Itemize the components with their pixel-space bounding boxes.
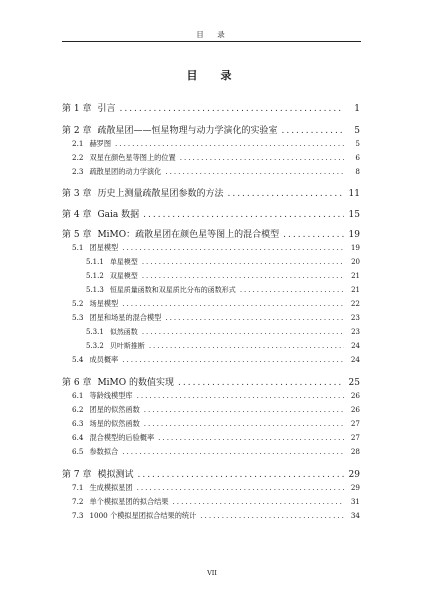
leader-dots	[143, 210, 344, 220]
toc-title-text: 混合模型的后验概率	[89, 433, 155, 442]
toc-title-text: 模拟测试	[97, 470, 134, 480]
toc-page-number: 1	[354, 104, 360, 114]
toc-page-number: 31	[350, 497, 360, 506]
toc-title-text: 生成模拟星团	[89, 483, 133, 492]
toc-number: 7.2	[72, 497, 84, 506]
toc-page-number: 28	[350, 447, 360, 456]
toc-section-6-1[interactable]	[62, 391, 360, 405]
leader-dots	[137, 391, 344, 400]
toc-chapter-3[interactable]	[62, 186, 360, 201]
toc-section-2-2[interactable]	[62, 153, 360, 167]
toc-page-number: 27	[350, 433, 360, 442]
toc-page-number: 8	[355, 167, 360, 176]
toc-number: 2.2	[72, 153, 84, 162]
toc-section-5-3[interactable]	[62, 313, 360, 327]
toc-section-6-2[interactable]	[62, 405, 360, 419]
toc-chapter-5[interactable]	[62, 227, 360, 242]
toc-page-number: 21	[351, 272, 360, 280]
toc-number: 第 7 章	[62, 470, 92, 480]
toc-page-number: 29	[350, 483, 360, 492]
toc-page-number: 25	[348, 378, 360, 388]
toc-title-text: 单个模拟星团的拟合结果	[89, 497, 169, 506]
leader-dots	[158, 433, 344, 442]
toc-page-number: 34	[350, 511, 360, 520]
toc-title-text: 场星模型	[89, 299, 119, 308]
toc-title-text: 疏散星团的动力学演化	[89, 167, 162, 176]
toc-number: 7.3	[72, 511, 84, 520]
leader-dots	[200, 511, 344, 520]
toc-page-number: 6	[355, 153, 360, 162]
toc-title-text: Gaia 数据	[97, 210, 140, 220]
toc-page-number: 27	[350, 419, 360, 428]
toc-page-number: 23	[350, 313, 360, 322]
toc-section-2-3[interactable]	[62, 167, 360, 181]
toc-number: 5.1.1	[86, 258, 104, 266]
leader-dots	[173, 497, 344, 506]
toc-number: 第 5 章	[62, 230, 92, 240]
leader-dots	[149, 342, 344, 350]
toc-page-number: 21	[351, 286, 360, 294]
leader-dots	[144, 405, 344, 414]
toc-title-text: 赫罗图	[89, 139, 112, 148]
toc-page-number: 19	[350, 243, 360, 252]
leader-dots	[144, 419, 344, 428]
toc-title-text: 团星和场星的混合模型	[89, 313, 162, 322]
toc-chapter-6[interactable]	[62, 375, 360, 390]
toc-page-number: 20	[351, 258, 360, 266]
toc-number: 5.3	[72, 313, 84, 322]
toc-section-7-2[interactable]	[62, 497, 360, 511]
toc-number: 第 2 章	[62, 126, 92, 136]
leader-dots	[122, 299, 344, 308]
leader-dots	[115, 139, 344, 148]
toc-number: 5.1.3	[86, 286, 104, 294]
leader-dots	[142, 328, 344, 336]
leader-dots	[142, 258, 344, 266]
toc-subsection-5-3-1[interactable]	[62, 327, 360, 341]
leader-dots	[240, 286, 344, 294]
toc-section-5-2[interactable]	[62, 299, 360, 313]
toc-number: 5.1	[72, 243, 84, 252]
toc-title-text: 贝叶斯推断	[109, 342, 145, 350]
toc-number: 6.5	[72, 447, 84, 456]
toc-title-text: 参数拟合	[89, 447, 119, 456]
toc-page-number: 24	[351, 342, 360, 350]
leader-dots	[122, 447, 344, 456]
toc-number: 2.3	[72, 167, 84, 176]
toc-title-text: 1000 个模拟星团拟合结果的统计	[89, 511, 197, 520]
toc-number: 5.3.1	[86, 328, 104, 336]
leader-dots	[283, 230, 344, 240]
toc-subsection-5-3-2[interactable]	[62, 341, 360, 355]
toc-title-text: 历史上测量疏散星团参数的方法	[97, 189, 224, 199]
toc-section-6-4[interactable]	[62, 433, 360, 447]
toc-list	[62, 0, 360, 600]
toc-page-number: 19	[348, 230, 360, 240]
leader-dots	[137, 470, 344, 480]
toc-number: 5.2	[72, 299, 84, 308]
toc-number: 5.3.2	[86, 342, 104, 350]
running-head: 目 录	[196, 30, 228, 39]
toc-page-number: 24	[350, 355, 360, 364]
toc-title-text: 引言	[97, 104, 116, 114]
toc-section-2-1[interactable]	[62, 139, 360, 153]
toc-chapter-7[interactable]	[62, 467, 360, 482]
leader-dots	[142, 272, 344, 280]
toc-title-text: 成员概率	[89, 355, 119, 364]
toc-chapter-1[interactable]	[62, 101, 360, 116]
leader-dots	[180, 153, 344, 162]
toc-chapter-4[interactable]	[62, 207, 360, 222]
leader-dots	[165, 313, 344, 322]
toc-title-text: 双星模型	[109, 272, 138, 280]
page-folio: VII	[207, 569, 217, 577]
toc-title-text: MiMO 的数值实现	[97, 378, 175, 388]
toc-page-number: 23	[351, 328, 360, 336]
toc-page-number: 5	[354, 126, 360, 136]
toc-section-7-3[interactable]	[62, 511, 360, 525]
toc-section-6-3[interactable]	[62, 419, 360, 433]
toc-page-number: 11	[348, 189, 360, 199]
toc-title-text: 双星在颜色星等图上的位置	[89, 153, 176, 162]
toc-page-number: 15	[348, 210, 360, 220]
toc-title: 目 录	[186, 69, 238, 82]
leader-dots	[165, 167, 344, 176]
toc-title-text: 单星模型	[109, 258, 138, 266]
toc-number: 第 3 章	[62, 189, 92, 199]
toc-number: 第 6 章	[62, 378, 92, 388]
leader-dots	[227, 189, 344, 199]
toc-title-text: 场星的似然函数	[89, 419, 140, 428]
toc-section-5-1[interactable]	[62, 243, 360, 257]
toc-page-number: 5	[355, 139, 360, 148]
leader-dots	[178, 378, 344, 388]
toc-number: 第 4 章	[62, 210, 92, 220]
toc-number: 2.1	[72, 139, 84, 148]
toc-number: 7.1	[72, 483, 84, 492]
leader-dots	[137, 483, 344, 492]
toc-title-text: 团星的似然函数	[89, 405, 140, 414]
toc-section-5-4[interactable]	[62, 355, 360, 369]
toc-section-6-5[interactable]	[62, 447, 360, 461]
leader-dots	[122, 355, 344, 364]
toc-title-text: MiMO：疏散星团在颜色星等图上的混合模型	[97, 230, 280, 240]
toc-page-number: 26	[350, 405, 360, 414]
toc-chapter-2[interactable]	[62, 123, 360, 138]
toc-number: 6.1	[72, 391, 84, 400]
toc-title-text: 恒星质量函数和双星质比分布的函数形式	[109, 286, 236, 294]
leader-dots	[119, 104, 344, 114]
toc-title-text: 疏散星团——恒星物理与动力学演化的实验室	[97, 126, 278, 136]
leader-dots	[281, 126, 344, 136]
toc-section-7-1[interactable]	[62, 483, 360, 497]
toc-number: 6.2	[72, 405, 84, 414]
leader-dots	[122, 243, 344, 252]
toc-number: 5.1.2	[86, 272, 104, 280]
toc-number: 5.4	[72, 355, 84, 364]
toc-subsection-5-1-1[interactable]	[62, 257, 360, 271]
toc-subsection-5-1-3[interactable]	[62, 285, 360, 299]
toc-number: 第 1 章	[62, 104, 92, 114]
toc-page-number: 26	[350, 391, 360, 400]
toc-title-text: 似然函数	[109, 328, 138, 336]
toc-title-text: 团星模型	[89, 243, 119, 252]
toc-number: 6.4	[72, 433, 84, 442]
toc-title-text: 等龄线模型库	[89, 391, 133, 400]
toc-page-number: 22	[350, 299, 360, 308]
toc-page-number: 29	[348, 470, 360, 480]
toc-subsection-5-1-2[interactable]	[62, 271, 360, 285]
toc-number: 6.3	[72, 419, 84, 428]
